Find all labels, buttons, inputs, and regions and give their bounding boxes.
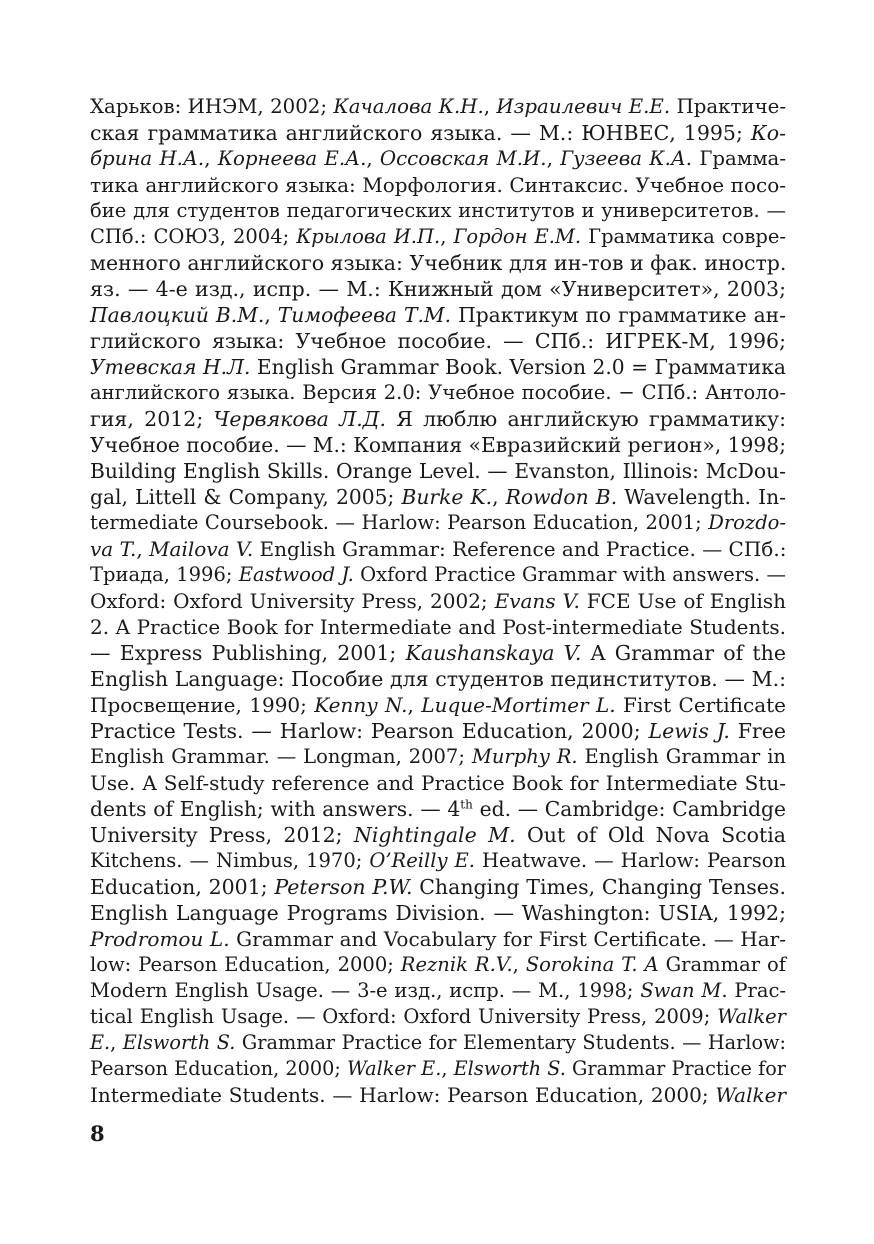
text-run: Практикум по грамматике ан- — [451, 303, 787, 327]
text-line — [90, 666, 786, 692]
text-run: Education, 2001; — [90, 875, 275, 899]
text-run: FCE Use of English — [579, 589, 786, 613]
text-run: — Express Publishing, 2001; — [90, 641, 406, 665]
italic-author-name: Luque-Mortimer L. — [421, 693, 616, 717]
italic-author-name: Корнеева Е.А. — [217, 147, 367, 170]
italic-author-name: Elsworth S. — [122, 1031, 236, 1054]
italic-author-name: va T. — [90, 537, 137, 561]
text-run: Prac- — [727, 979, 786, 1002]
italic-author-name: Гузеева К.А. — [560, 147, 693, 170]
italic-author-name: Kenny N. — [314, 693, 408, 717]
text-run: , — [546, 147, 561, 170]
text-run: Oxford: Oxford University Press, 2002; — [90, 589, 495, 613]
text-line — [90, 1004, 786, 1030]
text-run: low: Pearson Education, 2000; — [90, 953, 401, 976]
text-line — [90, 900, 786, 926]
italic-author-name: Sorokina T. A — [525, 953, 659, 976]
text-line — [90, 146, 786, 172]
text-run: Grammar of — [658, 953, 786, 976]
text-line — [90, 458, 786, 484]
text-run: Pearson Education, 2000; — [90, 1057, 347, 1080]
text-run: Грамматика совре- — [581, 225, 786, 248]
text-run: , — [110, 1031, 123, 1054]
text-run: Kitchens. — Nimbus, 1970; — [90, 849, 370, 872]
text-run: Харьков: ИНЭМ, 2002; — [90, 95, 334, 118]
text-line — [90, 198, 786, 224]
text-line — [90, 588, 786, 614]
text-line — [90, 978, 786, 1004]
text-run: termediate Coursebook. — Harlow: Pearson Education, 2001; — [90, 511, 709, 534]
text-line — [90, 640, 786, 666]
text-line — [90, 796, 786, 822]
italic-author-name: Lewis J. — [648, 719, 730, 743]
page-number: 8 — [90, 1121, 105, 1146]
text-run: Free — [729, 719, 786, 743]
text-line — [90, 874, 786, 900]
italic-author-name: Оссовская М.И. — [379, 147, 547, 170]
italic-author-name: Eastwood J. — [238, 563, 354, 586]
text-line — [90, 822, 786, 848]
italic-author-name: Rowdon B. — [505, 485, 618, 509]
text-run: Я люблю английскую грамматику: — [385, 407, 786, 431]
text-line — [90, 692, 786, 718]
text-line — [90, 276, 786, 302]
text-run: Триада, 1996; — [90, 563, 239, 586]
italic-author-name: Червякова Л.Д. — [213, 407, 386, 431]
text-run: Heatwave. — Harlow: Pearson — [475, 849, 787, 872]
text-line — [90, 1082, 786, 1108]
text-run: , — [441, 1057, 454, 1080]
text-line — [90, 536, 786, 562]
italic-author-name: Murphy R. — [471, 745, 578, 768]
text-run: бие для студентов педагогических институтов и университетов. — — [90, 199, 786, 222]
italic-author-name: Reznik R.V. — [400, 953, 513, 976]
text-run: яз. — 4-е изд., испр. — М.: Книжный дом «Университет», 2003; — [90, 277, 786, 301]
text-run: , — [264, 303, 278, 327]
text-run: tical English Usage. — Oxford: Oxford University Press, 2009; — [90, 1005, 718, 1028]
text-line — [90, 848, 786, 874]
italic-author-name: Качалова К.Н. — [333, 95, 484, 118]
text-run: Use. A Self-study reference and Practice Book for Intermediate Stu- — [90, 771, 786, 795]
text-run: Грамма- — [692, 147, 787, 170]
text-run: ed. — Cambridge: Cambridge — [472, 797, 786, 821]
text-run: Modern English Usage. — 3-е изд., испр. — М., 1998; — [90, 979, 641, 1002]
text-run: гия, 2012; — [90, 407, 214, 431]
italic-author-name: Израилевич Е.Е. — [496, 95, 671, 118]
text-line — [90, 926, 786, 952]
text-run: , — [492, 485, 506, 509]
text-run: University Press, 2012; — [90, 823, 354, 847]
text-line — [90, 302, 786, 328]
italic-author-name: брина Н.А. — [90, 147, 205, 170]
italic-author-name: Prodromou L. — [90, 927, 230, 951]
text-line — [90, 510, 786, 536]
italic-author-name: Павлоцкий В.М. — [90, 303, 265, 327]
italic-author-name: Evans V. — [494, 589, 580, 613]
text-run: dents of English; with answers. — 4 — [90, 797, 461, 821]
text-run: Building English Skills. Orange Level. — Evanston, Illinois: McDou- — [90, 459, 786, 483]
text-run: СПб.: СОЮЗ, 2004; — [90, 225, 297, 248]
italic-author-name: Kaushanskaya V. — [405, 641, 582, 665]
text-run: A Grammar of the — [581, 641, 787, 665]
text-run: Grammar and Vocabulary for First Certificate. — Har- — [229, 927, 786, 951]
text-line — [90, 1056, 786, 1082]
text-run: gal, Littell & Company, 2005; — [90, 485, 402, 509]
text-run: Просвещение, 1990; — [90, 693, 315, 717]
text-line — [90, 484, 786, 510]
text-line — [90, 328, 786, 354]
text-line — [90, 172, 786, 198]
text-run: English Grammar Book. Version 2.0 = Грамматика — [250, 355, 786, 379]
text-run: , — [440, 225, 454, 248]
text-run: Grammar Practice for Elementary Students. — Harlow: — [235, 1031, 787, 1054]
text-run: , — [407, 693, 422, 717]
text-run: Практиче- — [670, 95, 786, 118]
text-run: английского языка. Версия 2.0: Учебное пособие. − СПб.: Антоло- — [90, 381, 786, 404]
italic-author-name: Mailova V. — [149, 537, 254, 561]
text-line — [90, 614, 786, 640]
text-run: , — [512, 953, 526, 976]
italic-author-name: Walker — [717, 1005, 786, 1028]
text-run: , — [204, 147, 218, 170]
italic-author-name: Ко- — [750, 121, 786, 145]
italic-author-name: Крылова И.П. — [296, 225, 441, 248]
text-run: Wavelength. In- — [617, 485, 786, 509]
italic-author-name: Тимофеева Т.М. — [277, 303, 452, 327]
text-run: Учебное пособие. — М.: Компания «Евразийский регион», 1998; — [90, 433, 787, 457]
text-line — [90, 354, 786, 380]
italic-author-name: Burke K. — [401, 485, 493, 509]
text-run: First Certificate — [615, 693, 787, 717]
text-line — [90, 250, 786, 276]
text-run: , — [136, 537, 150, 561]
italic-author-name: E. — [90, 1031, 111, 1054]
text-run: ская грамматика английского языка. — М.: ЮНВЕС, 1995; — [90, 121, 751, 145]
italic-author-name: Drozdo- — [708, 511, 786, 534]
text-line — [90, 718, 786, 744]
text-line — [90, 952, 786, 978]
text-run: , — [366, 147, 380, 170]
text-line — [90, 562, 786, 588]
text-run: Intermediate Students. — Harlow: Pearson Education, 2000; — [90, 1083, 716, 1107]
italic-author-name: Elsworth S. — [453, 1057, 566, 1080]
text-run: 2. A Practice Book for Intermediate and Post-intermediate Students. — [90, 615, 786, 639]
text-run: менного английского языка: Учебник для ин-тов и фак. иностр. — [90, 251, 787, 275]
text-line — [90, 224, 786, 250]
bibliography-text-block — [90, 94, 786, 1244]
italic-author-name: Утевская Н.Л. — [90, 355, 251, 379]
text-run: , — [483, 95, 497, 118]
italic-author-name: O’Reilly E. — [369, 849, 475, 872]
italic-author-name: Peterson P.W. — [274, 875, 413, 899]
text-run: Practice Tests. — Harlow: Pearson Education, 2000; — [90, 719, 649, 743]
text-run: English Grammar in — [577, 745, 786, 768]
text-run: Out of Old Nova Scotia — [515, 823, 786, 847]
italic-author-name: Гордон Е.М. — [453, 225, 582, 248]
text-line — [90, 380, 786, 406]
text-run: English Grammar: Reference and Practice. — СПб.: — [253, 537, 787, 561]
text-run: Changing Times, Changing Tenses. — [412, 875, 786, 899]
text-line — [90, 744, 786, 770]
text-run: тика английского языка: Морфология. Синтаксис. Учебное посо- — [90, 173, 786, 197]
italic-author-name: Walker — [715, 1083, 786, 1107]
italic-author-name: Nightingale M. — [353, 823, 516, 847]
text-line — [90, 94, 786, 120]
text-line — [90, 1030, 786, 1056]
italic-author-name: Walker E. — [347, 1057, 442, 1080]
text-line — [90, 432, 786, 458]
text-line — [90, 406, 786, 432]
text-run: глийского языка: Учебное пособие. — СПб.: ИГРЕК-М, 1996; — [90, 329, 786, 353]
text-run: Oxford Practice Grammar with answers. — — [353, 563, 786, 586]
text-run: English Grammar. — Longman, 2007; — [90, 745, 472, 768]
text-run: Grammar Practice for — [565, 1057, 786, 1080]
text-run: English Language Programs Division. — Washington: USIA, 1992; — [90, 901, 786, 925]
text-run: English Language: Пособие для студентов пединститутов. — М.: — [90, 667, 786, 691]
text-line — [90, 770, 786, 796]
italic-author-name: Swan M. — [640, 979, 728, 1002]
text-line — [90, 120, 786, 146]
superscript: th — [460, 797, 473, 812]
